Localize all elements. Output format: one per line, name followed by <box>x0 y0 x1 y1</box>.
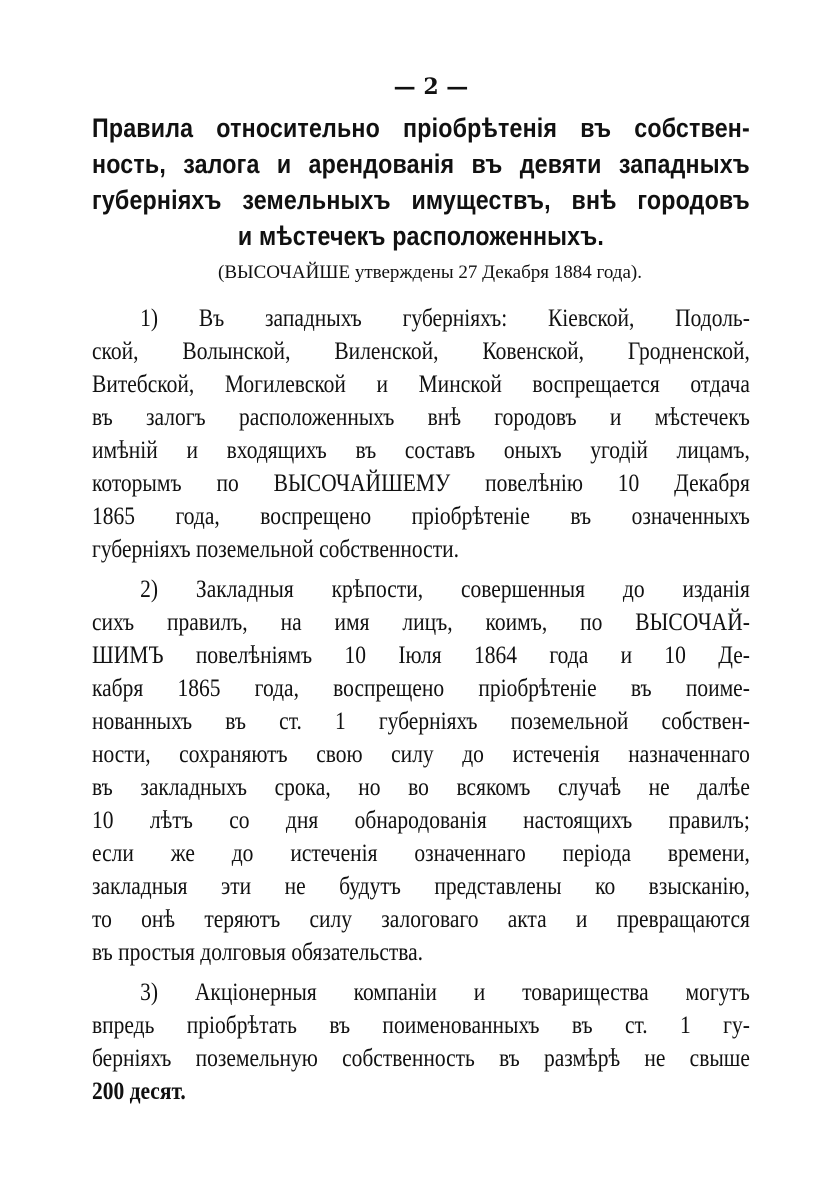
paragraph-3 <box>92 976 750 1108</box>
title-line: Правила относительно пріобрѣтенія въ собствен- <box>92 113 750 143</box>
paragraph-line: Витебской, Могилевской и Минской воспрещается отдача <box>92 371 750 398</box>
paragraph-line: 1) Въ западныхъ губерніяхъ: Кіевской, Подоль- <box>140 305 750 332</box>
document-page <box>92 72 750 1108</box>
document-title <box>92 110 750 254</box>
paragraph-2 <box>92 573 750 969</box>
title-line: губерніяхъ земельныхъ имуществъ, внѣ городовъ <box>92 185 750 215</box>
paragraph-line: закладныя эти не будутъ представлены ко взысканію, <box>92 873 750 900</box>
paragraph-line: впредь пріобрѣтать въ поименованныхъ въ ст. 1 гу- <box>92 1012 750 1039</box>
paragraph-line: 3) Акціонерныя компаніи и товарищества могутъ <box>140 979 750 1006</box>
paragraph-line: имѣній и входящихъ въ составъ оныхъ угодій лицамъ, <box>92 437 750 464</box>
paragraph-line: ШИМЪ повелѣніямъ 10 Іюля 1864 года и 10 Де- <box>92 642 750 669</box>
paragraph-1 <box>92 302 750 566</box>
title-line: и мѣстечекъ расположенныхъ. <box>237 221 604 251</box>
page-number: — 2 — <box>393 74 469 100</box>
title-line: ность, залога и арендованія въ девяти западныхъ <box>92 149 750 179</box>
paragraph-line: губерніяхъ поземельной собственности. <box>92 536 459 563</box>
paragraph-line: кабря 1865 года, воспрещено пріобрѣтеніе въ поиме- <box>92 675 750 702</box>
paragraph-line: если же до истеченія означеннаго періода времени, <box>92 840 750 867</box>
paragraph-line: берніяхъ поземельную собственность въ размѣрѣ не свыше <box>92 1045 750 1072</box>
paragraph-line: ности, сохраняютъ свою силу до истеченія назначеннаго <box>92 741 750 768</box>
paragraph-line: нованныхъ въ ст. 1 губерніяхъ поземельной собствен- <box>92 708 750 735</box>
approval-note: (ВЫСОЧАЙШЕ утверждены 27 Декабря 1884 года). <box>218 262 642 283</box>
paragraph-line: ской, Волынской, Виленской, Ковенской, Гродненской, <box>92 338 750 365</box>
paragraph-line: въ закладныхъ срока, но во всякомъ случаѣ не далѣе <box>92 774 750 801</box>
paragraph-line: 1865 года, воспрещено пріобрѣтеніе въ означенныхъ <box>92 503 750 530</box>
paragraph-line: 2) Закладныя крѣпости, совершенныя до изданія <box>140 576 750 603</box>
paragraph-line: 10 лѣтъ со дня обнародованія настоящихъ правилъ; <box>92 807 750 834</box>
paragraph-line: сихъ правилъ, на имя лицъ, коимъ, по ВЫСОЧАЙ- <box>92 609 750 636</box>
paragraph-line: то онѣ теряютъ силу залоговаго акта и превращаются <box>92 906 750 933</box>
paragraph-line: въ простыя долговыя обязательства. <box>92 939 424 966</box>
paragraph-line: 200 десят. <box>92 1078 186 1105</box>
paragraph-line: которымъ по ВЫСОЧАЙШЕМУ повелѣнію 10 Декабря <box>92 470 750 497</box>
paragraph-line: въ залогъ расположенныхъ внѣ городовъ и мѣстечекъ <box>92 404 750 431</box>
